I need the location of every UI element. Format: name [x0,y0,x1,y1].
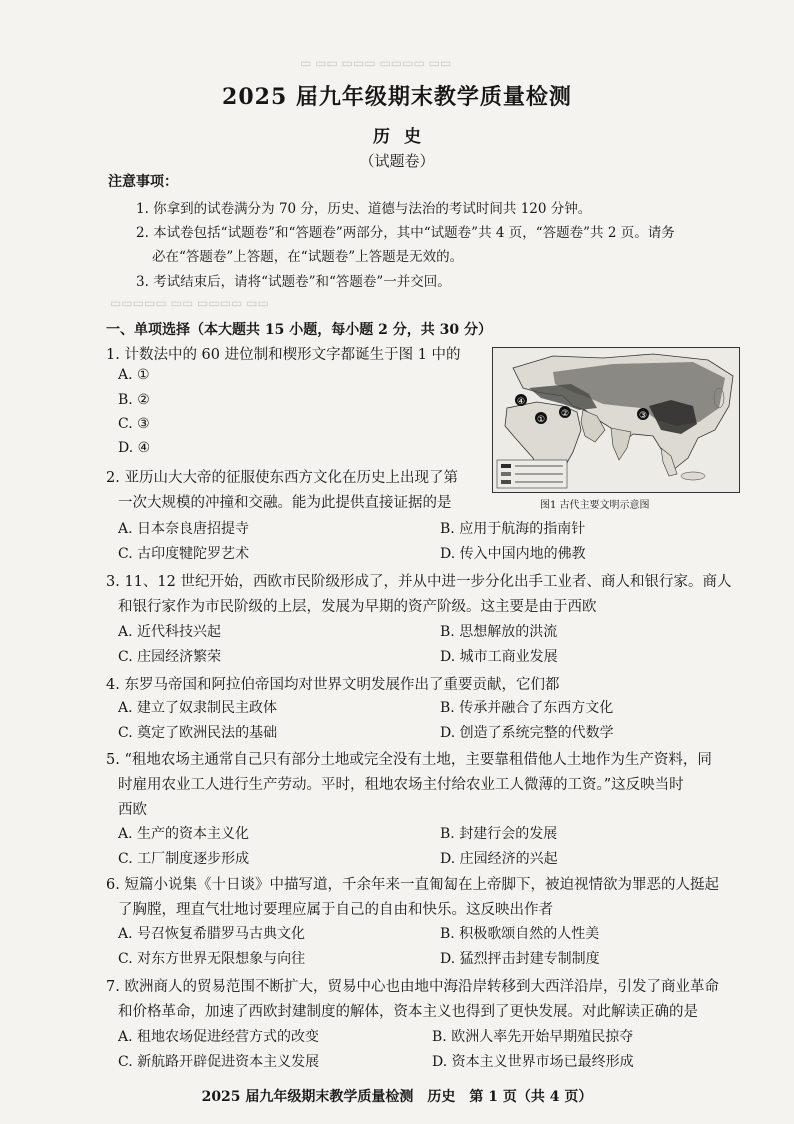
bleed-through-mark: ▭▭▭▭▭ ▭▭ ▭▭▭▭ ▭▭ [110,296,269,310]
question-2-option-c: C. 古印度犍陀罗艺术 [118,546,250,562]
question-5-option-c: C. 工厂制度逐步形成 [118,851,250,867]
question-1-option-b: B. ② [118,392,150,408]
question-3-option-a: A. 近代科技兴起 [118,624,222,640]
question-6-option-d: D. 猛烈抨击封建专制制度 [440,951,600,967]
note-item: 2. 本试卷包括“试题卷”和“答题卷”两部分，其中“试题卷”共 4 页，“答题卷”共 2 页。请务 [136,225,675,241]
question-5-option-b: B. 封建行会的发展 [440,826,558,842]
question-7-option-a: A. 租地农场促进经营方式的改变 [118,1029,320,1045]
question-1-stem: 1. 计数法中的 60 进位制和楔形文字都诞生于图 1 中的 [106,347,461,363]
ancient-civilizations-map [492,347,740,493]
question-4-option-a: A. 建立了奴隶制民主政体 [118,700,278,716]
question-7-option-c: C. 新航路开辟促进资本主义发展 [118,1054,320,1070]
question-2-stem: 2. 亚历山大大帝的征服使东西方文化在历史上出现了第 [106,470,458,486]
question-5-option-d: D. 庄园经济的兴起 [440,851,558,867]
note-item: 1. 你拿到的试卷满分为 70 分，历史、道德与法治的考试时间共 120 分钟。 [136,201,592,217]
question-6-option-c: C. 对东方世界无限想象与向往 [118,951,306,967]
question-4-option-c: C. 奠定了欧洲民法的基础 [118,725,278,741]
question-4-option-b: B. 传承并融合了东西方文化 [440,700,614,716]
question-3-option-c: C. 庄园经济繁荣 [118,649,222,665]
page-footer: 2025 届九年级期末教学质量检测 历史 第 1 页（共 4 页） [201,1089,593,1105]
question-7-option-b: B. 欧洲人率先开始早期殖民掠夺 [432,1029,634,1045]
question-4-stem: 4. 东罗马帝国和阿拉伯帝国均对世界文明发展作出了重要贡献，它们都 [106,677,560,693]
question-3-stem: 和银行家作为市民阶级的上层，发展为早期的资产阶级。这主要是由于西欧 [118,599,597,615]
bleed-through-mark: ▭ ▭▭ ▭▭▭ ▭▭▭▭ ▭▭ [300,56,452,70]
question-6-option-b: B. 积极歌颂自然的人性美 [440,926,600,942]
map-illustration [493,348,739,492]
map-marker-4: ④ [516,397,526,407]
question-5-stem: 5. “租地农场主通常自己只有部分土地或完全没有土地，主要靠租借他人土地作为生产资料，同 [106,752,712,768]
question-5-option-a: A. 生产的资本主义化 [118,826,250,842]
page-title: 2025 届九年级期末教学质量检测 [222,84,572,110]
question-2-option-a: A. 日本奈良唐招提寺 [118,521,250,537]
question-4-option-d: D. 创造了系统完整的代数学 [440,725,614,741]
question-2-option-b: B. 应用于航海的指南针 [440,521,586,537]
map-marker-2: ② [560,409,570,419]
paper-type: （试题卷） [359,152,435,170]
question-7-stem: 和价格革命，加速了西欧封建制度的解体，资本主义也得到了更快发展。对此解读正确的是 [118,1004,698,1020]
section-title: 一、单项选择（本大题共 15 小题，每小题 2 分，共 30 分） [106,322,492,338]
figure-caption: 图1 古代主要文明示意图 [540,500,650,511]
question-3-option-d: D. 城市工商业发展 [440,649,558,665]
map-marker-1: ① [536,415,546,425]
question-7-option-d: D. 资本主义世界市场已最终形成 [432,1054,634,1070]
question-2-option-d: D. 传入中国内地的佛教 [440,546,586,562]
question-6-option-a: A. 号召恢复希腊罗马古典文化 [118,926,306,942]
question-1-option-d: D. ④ [118,440,151,456]
question-1-option-a: A. ① [118,367,150,383]
question-3-option-b: B. 思想解放的洪流 [440,624,558,640]
map-marker-3: ③ [638,411,648,421]
question-7-stem: 7. 欧洲商人的贸易范围不断扩大，贸易中心也由地中海沿岸转移到大西洋沿岸，引发了商业革命 [106,979,719,995]
question-2-stem: 一次大规模的冲撞和交融。能为此提供直接证据的是 [118,495,452,511]
notes-title: 注意事项： [108,174,178,190]
question-3-stem: 3. 11、12 世纪开始，西欧市民阶级形成了，并从中进一步分化出手工业者、商人和银行家。商人 [106,574,732,590]
note-item: 3. 考试结束后，请将“试题卷”和“答题卷”一并交回。 [136,274,451,290]
question-6-stem: 6. 短篇小说集《十日谈》中描写道，千余年来一直匍匐在上帝脚下，被迫视情欲为罪恶的人挺起 [106,877,719,893]
note-item: 必在“答题卷”上答题，在“试题卷”上答题是无效的。 [152,249,464,265]
question-1-option-c: C. ③ [118,416,150,432]
question-5-stem: 时雇用农业工人进行生产劳动。平时，租地农场主付给农业工人微薄的工资。”这反映当时 [118,777,684,793]
subject-title: 历史 [373,127,435,147]
question-6-stem: 了胸膛，理直气壮地讨要理应属于自己的自由和快乐。这反映出作者 [118,902,553,918]
question-5-stem: 西欧 [118,802,147,818]
